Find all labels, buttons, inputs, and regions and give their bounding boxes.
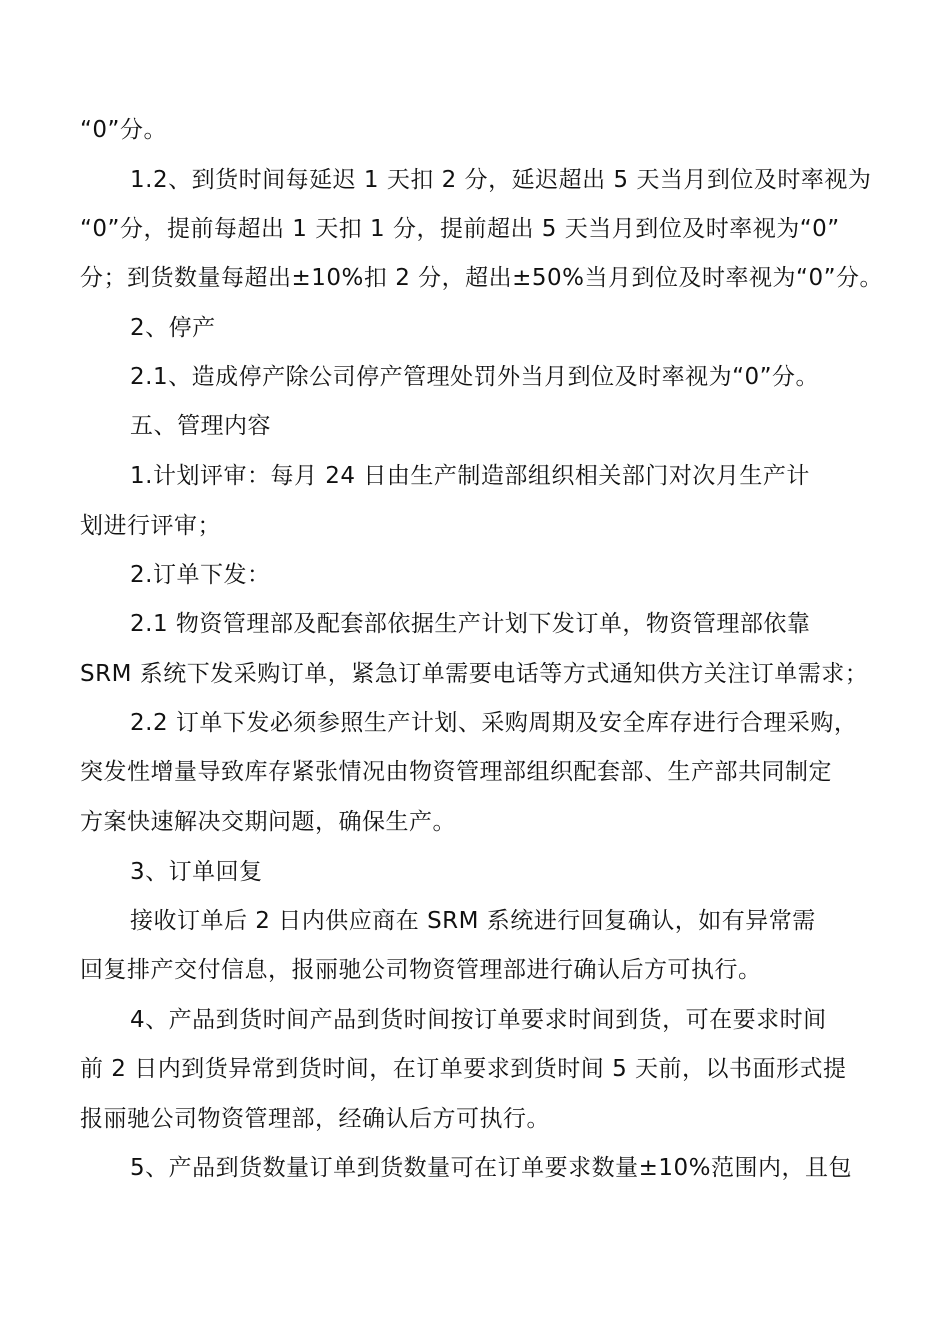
text-line-6: 2.1、造成停产除公司停产管理处罚外当月到位及时率视为“0”分。: [130, 364, 820, 390]
text-line-3: “0”分，提前每超出 1 天扣 1 分，提前超出 5 天当月到位及时率视为“0”: [80, 216, 840, 242]
text-line-11: 2.1 物资管理部及配套部依据生产计划下发订单，物资管理部依靠: [130, 611, 811, 637]
text-line-22: 5、产品到货数量订单到货数量可在订单要求数量±10%范围内，且包: [130, 1155, 853, 1181]
text-line-21: 报丽驰公司物资管理部，经确认后方可执行。: [80, 1106, 550, 1132]
text-line-19: 4、产品到货时间产品到货时间按订单要求时间到货，可在要求时间: [130, 1007, 827, 1033]
section-heading-3: 3、订单回复: [130, 859, 263, 885]
section-heading-2: 2、停产: [130, 315, 216, 341]
text-line-8: 1.计划评审：每月 24 日由生产制造部组织相关部门对次月生产计: [130, 463, 810, 489]
text-line-18: 回复排产交付信息，报丽驰公司物资管理部进行确认后方可执行。: [80, 957, 762, 983]
section-heading-5: 五、管理内容: [130, 413, 271, 439]
text-line-1: “0”分。: [80, 117, 167, 143]
text-line-14: 突发性增量导致库存紧张情况由物资管理部组织配套部、生产部共同制定: [80, 759, 832, 785]
text-line-10: 2.订单下发：: [130, 562, 271, 588]
text-line-9: 划进行评审；: [80, 513, 221, 539]
text-line-17: 接收订单后 2 日内供应商在 SRM 系统进行回复确认，如有异常需: [130, 908, 816, 934]
text-line-4: 分；到货数量每超出±10%扣 2 分，超出±50%当月到位及时率视为“0”分。: [80, 265, 884, 291]
text-line-12: SRM 系统下发采购订单，紧急订单需要电话等方式通知供方关注订单需求；: [80, 661, 869, 687]
text-line-15: 方案快速解决交期问题，确保生产。: [80, 809, 456, 835]
text-line-2: 1.2、到货时间每延迟 1 天扣 2 分，延迟超出 5 天当月到位及时率视为: [130, 167, 872, 193]
text-line-20: 前 2 日内到货异常到货时间，在订单要求到货时间 5 天前，以书面形式提: [80, 1056, 847, 1082]
text-line-13: 2.2 订单下发必须参照生产计划、采购周期及安全库存进行合理采购，: [130, 710, 858, 736]
